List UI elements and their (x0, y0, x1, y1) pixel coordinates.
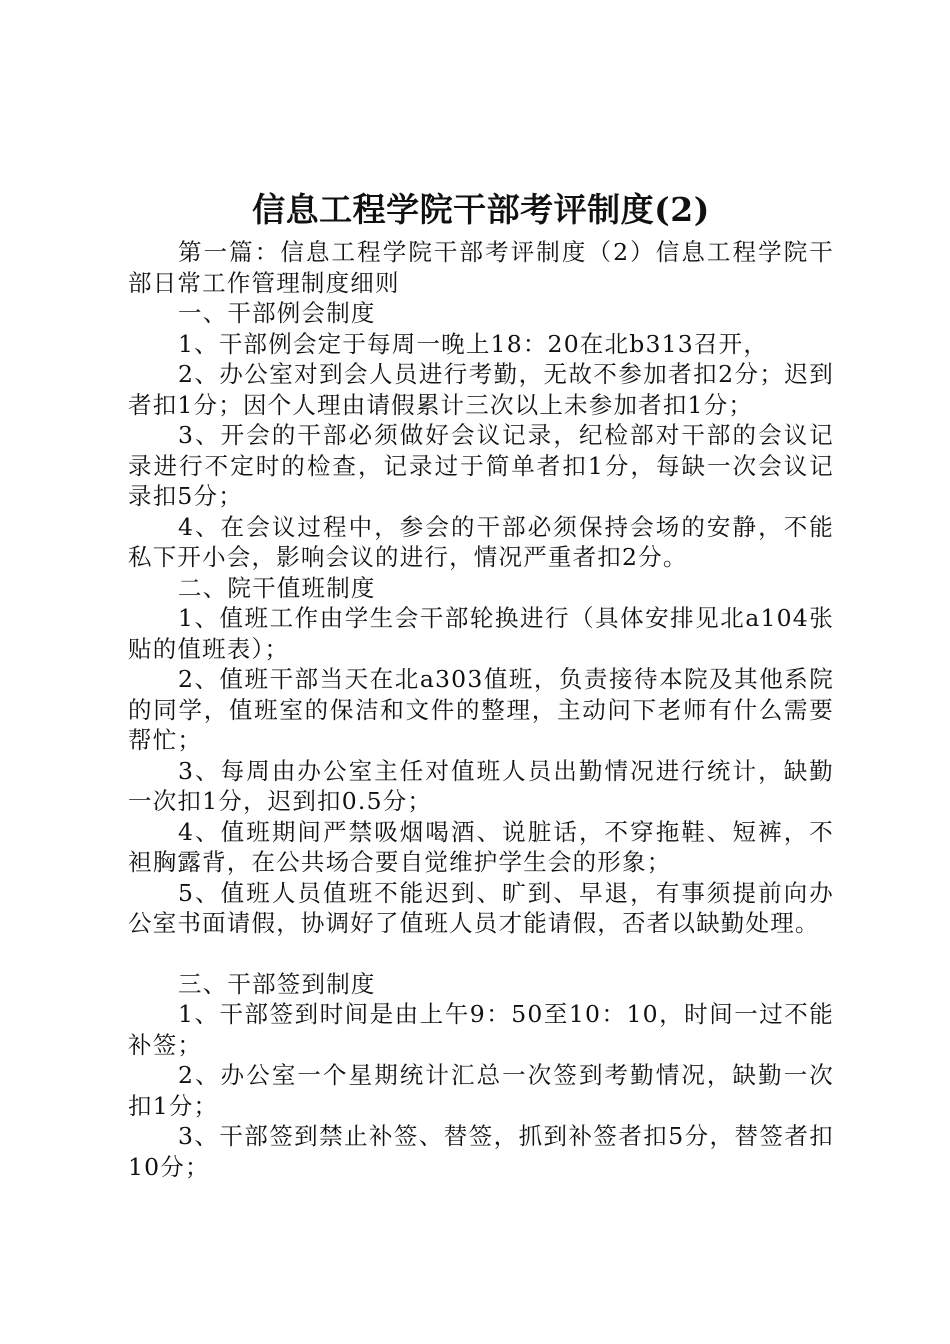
section-3-item-2: 2、办公室一个星期统计汇总一次签到考勤情况，缺勤一次扣1分； (128, 1061, 834, 1120)
section-1-item-1: 1、干部例会定于每周一晚上18：20在北b313召开， (178, 329, 769, 358)
section-heading-2: 二、院干值班制度 (178, 573, 376, 602)
section-3-item-1: 1、干部签到时间是由上午9：50至10：10，时间一过不能补签； (128, 1000, 834, 1059)
blank-line (128, 939, 834, 969)
section-2-item-5: 5、值班人员值班不能迟到、旷到、早退，有事须提前向办公室书面请假，协调好了值班人员才能请假，否者以缺勤处理。 (128, 878, 834, 937)
section-2-item-1: 1、值班工作由学生会干部轮换进行（具体安排见北a104张贴的值班表）； (128, 604, 834, 663)
section-1-item-3: 3、开会的干部必须做好会议记录，纪检部对干部的会议记录进行不定时的检查，记录过于简单者扣1分，每缺一次会议记录扣5分； (128, 421, 834, 510)
intro-paragraph: 第一篇：信息工程学院干部考评制度（2）信息工程学院干部日常工作管理制度细则 (128, 238, 834, 297)
document-page (128, 185, 834, 1182)
document-title: 信息工程学院干部考评制度(2) (252, 190, 710, 229)
section-heading-1: 一、干部例会制度 (178, 299, 376, 327)
section-3-item-3: 3、干部签到禁止补签、替签，抓到补签者扣5分，替签者扣10分； (128, 1122, 834, 1181)
section-1-item-2: 2、办公室对到会人员进行考勤，无故不参加者扣2分；迟到者扣1分；因个人理由请假累计三次以上未参加者扣1分； (128, 360, 834, 419)
section-2-item-2: 2、值班干部当天在北a303值班，负责接待本院及其他系院的同学，值班室的保洁和文件的整理，主动问下老师有什么需要帮忙； (128, 665, 834, 754)
section-heading-3: 三、干部签到制度 (178, 969, 376, 998)
section-2-item-4: 4、值班期间严禁吸烟喝酒、说脏话，不穿拖鞋、短裤，不袒胸露背，在公共场合要自觉维护学生会的形象； (128, 817, 834, 876)
section-2-item-3: 3、每周由办公室主任对值班人员出勤情况进行统计，缺勤一次扣1分，迟到扣0.5分； (128, 756, 834, 815)
section-1-item-4: 4、在会议过程中，参会的干部必须保持会场的安静，不能私下开小会，影响会议的进行，情况严重者扣2分。 (128, 512, 834, 571)
